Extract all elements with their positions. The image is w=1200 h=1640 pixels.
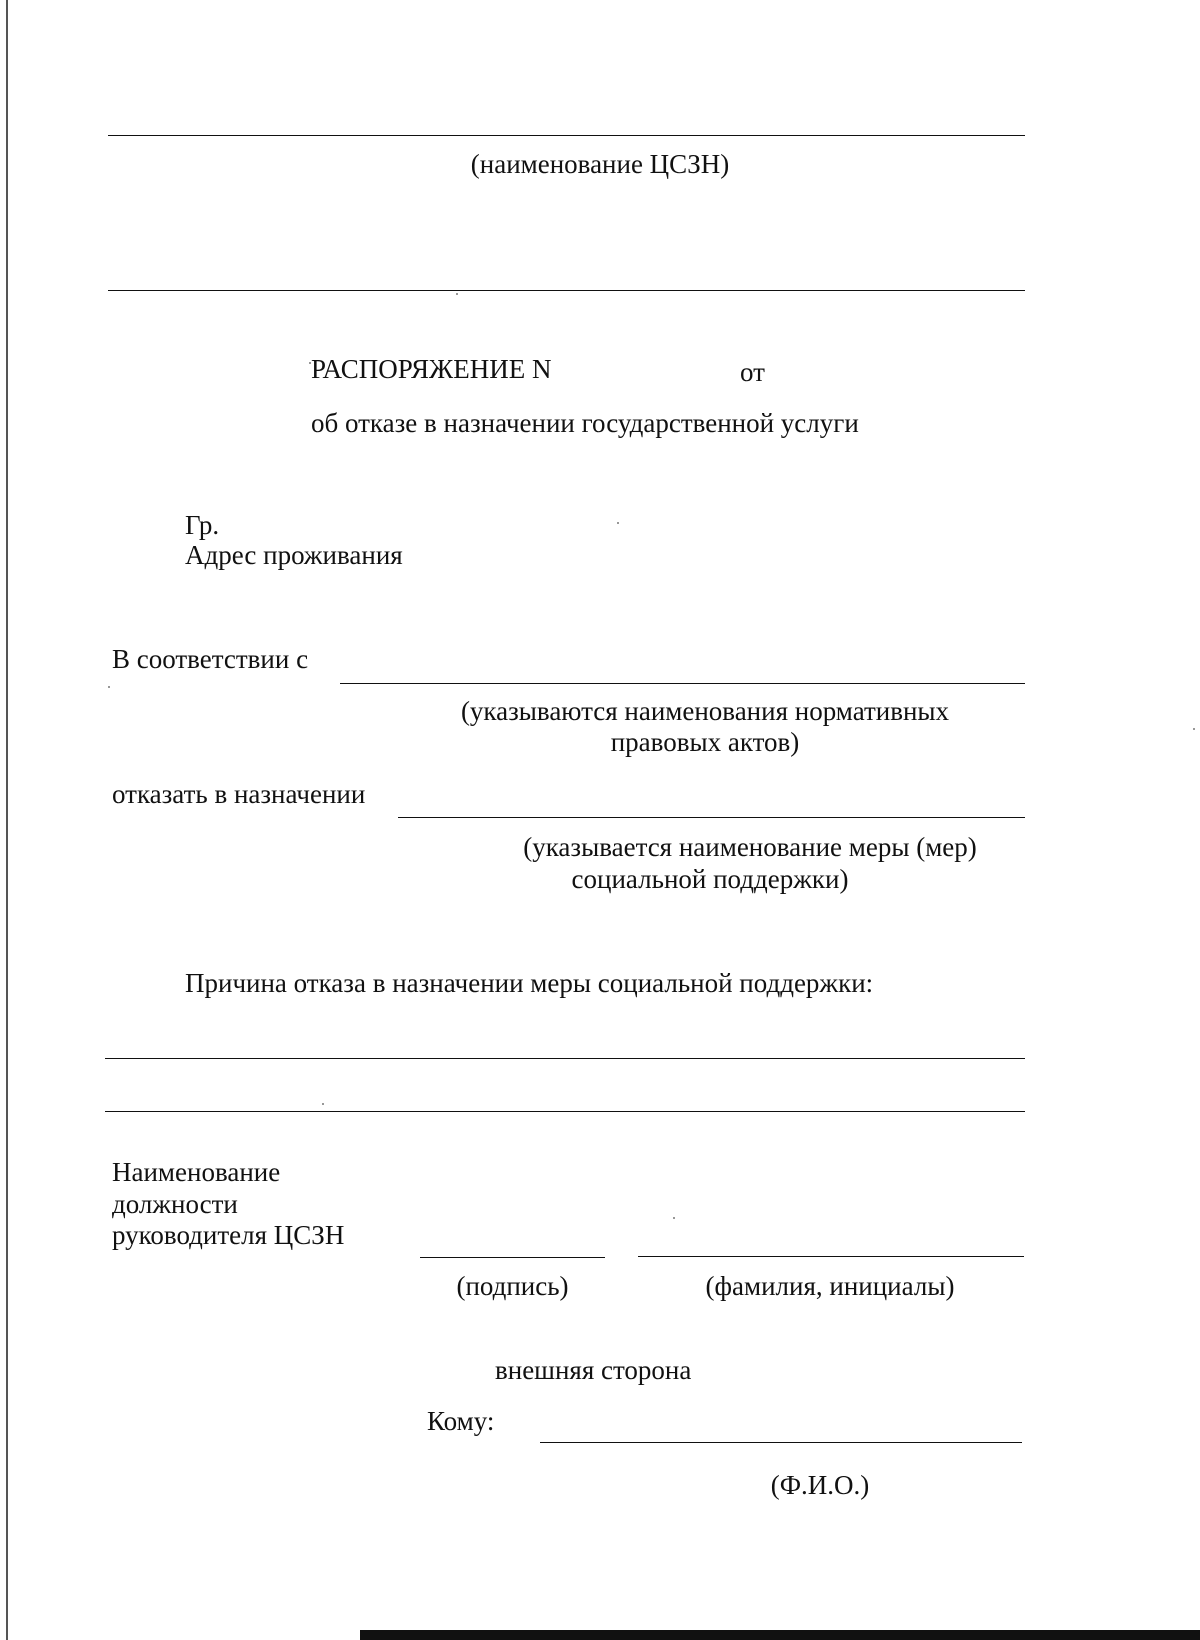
name-caption: (фамилия, инициалы) bbox=[705, 1271, 955, 1301]
position-line2: должности bbox=[112, 1189, 238, 1219]
scan-speck bbox=[108, 686, 110, 688]
basis-label: В соответствии с bbox=[112, 644, 309, 674]
org-name-line bbox=[108, 135, 1025, 136]
scan-speck bbox=[456, 293, 458, 295]
refusal-line bbox=[398, 817, 1025, 818]
org-name-caption: (наименование ЦСЗН) bbox=[470, 149, 730, 179]
page-left-edge bbox=[6, 0, 8, 1640]
outer-side-heading: внешняя сторона bbox=[495, 1355, 692, 1385]
position-line3: руководителя ЦСЗН bbox=[112, 1220, 345, 1250]
order-number-label: РАСПОРЯЖЕНИЕ N bbox=[311, 354, 552, 384]
citizen-label: Гр. bbox=[185, 510, 220, 540]
signature-caption: (подпись) bbox=[456, 1271, 569, 1301]
position-line1: Наименование bbox=[112, 1157, 281, 1187]
scan-speck bbox=[617, 522, 619, 524]
scan-speck bbox=[673, 1217, 675, 1219]
scan-speck bbox=[322, 1103, 324, 1105]
refusal-caption-line1: (указывается наименование меры (мер) bbox=[523, 832, 977, 862]
basis-caption-line2: правовых актов) bbox=[610, 727, 800, 757]
reason-line-2 bbox=[105, 1111, 1025, 1112]
scan-speck bbox=[1193, 728, 1195, 730]
reason-line-1 bbox=[105, 1058, 1025, 1059]
signature-line bbox=[420, 1257, 605, 1258]
refusal-label: отказать в назначении bbox=[112, 779, 366, 809]
address-label: Адрес проживания bbox=[185, 540, 403, 570]
fio-caption: (Ф.И.О.) bbox=[770, 1470, 870, 1500]
to-line bbox=[540, 1442, 1022, 1443]
page-bottom-edge bbox=[360, 1630, 1200, 1640]
order-subject: об отказе в назначении государственной услуги bbox=[311, 408, 859, 438]
basis-line bbox=[340, 683, 1025, 684]
refusal-caption-line2: социальной поддержки) bbox=[571, 864, 849, 894]
scan-speck bbox=[309, 362, 311, 364]
org-details-line bbox=[108, 290, 1025, 291]
reason-label: Причина отказа в назначении меры социальной поддержки: bbox=[185, 968, 874, 998]
order-date-label: от bbox=[740, 357, 765, 387]
name-line bbox=[638, 1256, 1024, 1257]
basis-caption-line1: (указываются наименования нормативных bbox=[460, 696, 950, 726]
to-label: Кому: bbox=[427, 1406, 495, 1436]
